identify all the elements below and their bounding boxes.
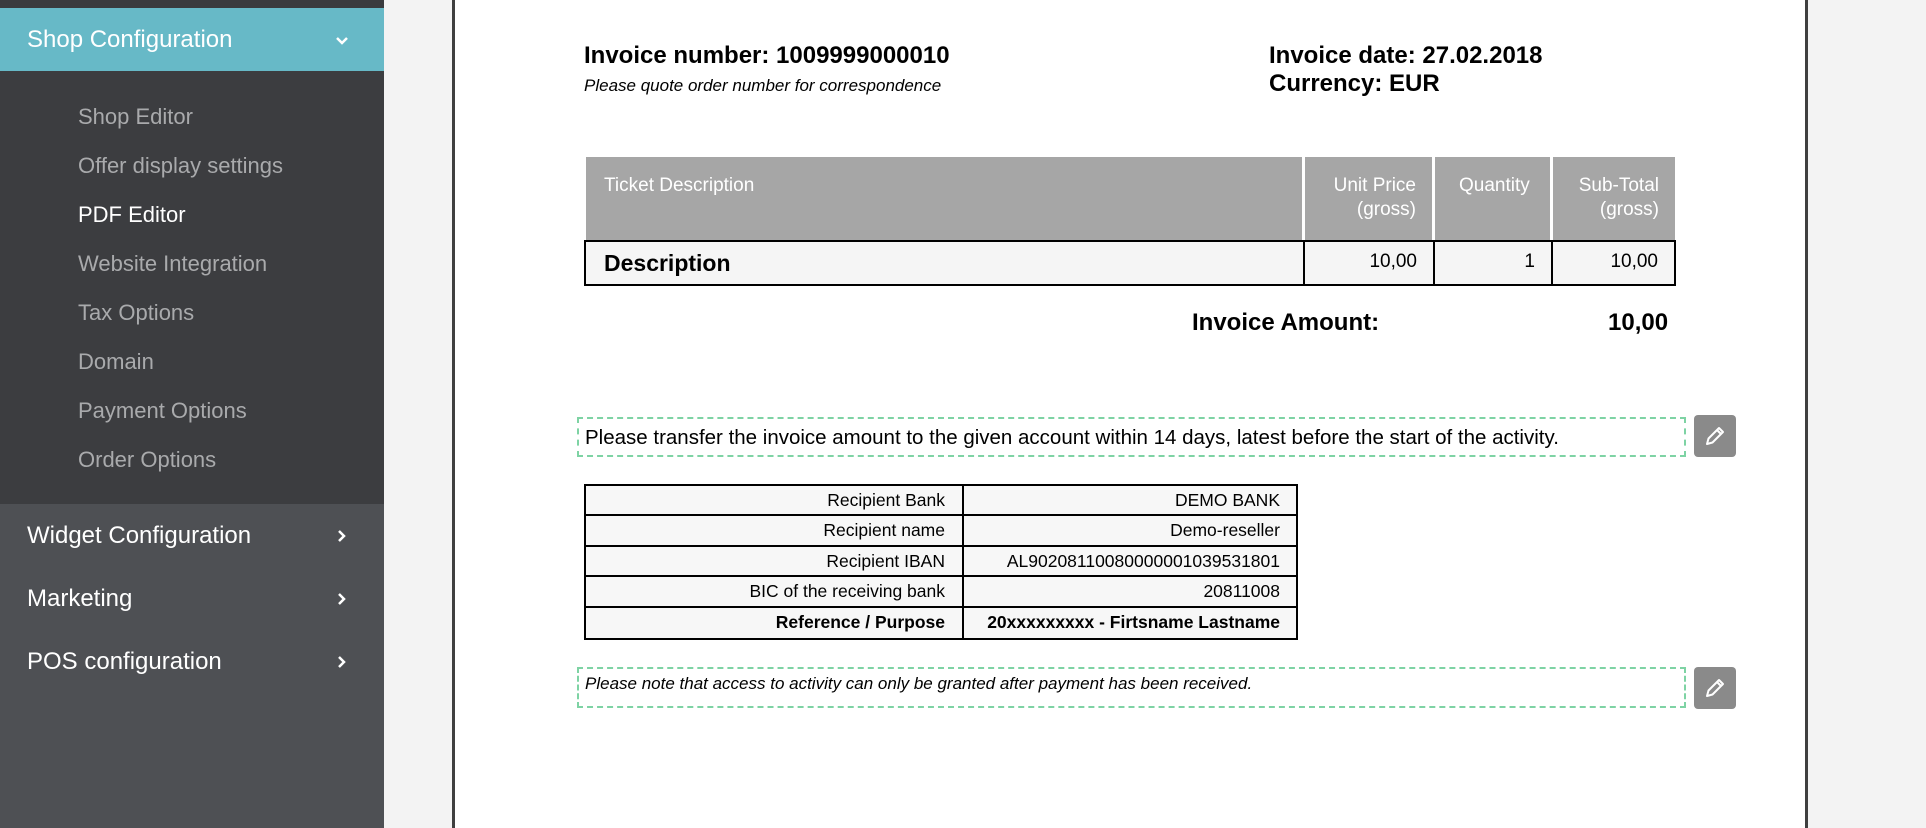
bank-label: Recipient name — [823, 520, 945, 541]
invoice-number-note: Please quote order number for correspondence — [584, 76, 942, 95]
pencil-icon — [1703, 676, 1727, 700]
bank-value: AL90208110080000001039531801 — [1006, 550, 1280, 571]
quantity-cell — [1433, 242, 1551, 284]
chevron-right-icon — [335, 590, 349, 608]
header-label: Quantity — [1459, 175, 1530, 196]
column-header-subtotal — [1553, 157, 1675, 240]
sidebar-top-bar — [0, 0, 384, 8]
bank-label: BIC of the receiving bank — [749, 581, 945, 602]
sidebar-item-order-options[interactable]: Order Options — [78, 447, 217, 472]
invoice-currency: Currency: EUR — [1269, 70, 1440, 97]
bank-value: 20xxxxxxxxx - Firtsname Lastname — [987, 611, 1280, 632]
bank-details-table — [584, 484, 1298, 640]
item-subtotal: 10,00 — [1610, 251, 1658, 272]
sidebar-item-website-integration[interactable]: Website Integration — [78, 251, 268, 276]
column-header-unit-price — [1305, 157, 1432, 240]
bank-value: 20811008 — [1203, 581, 1280, 602]
sidebar-item-pdf-editor[interactable]: PDF Editor — [78, 202, 186, 227]
sidebar-section-label: Widget Configuration — [27, 522, 252, 549]
table-row — [586, 516, 1296, 546]
table-row — [586, 547, 1296, 577]
column-header-quantity — [1435, 157, 1550, 240]
invoice-amount-value: 10,00 — [1608, 309, 1669, 336]
sidebar-item-shop-editor[interactable]: Shop Editor — [78, 104, 193, 129]
table-row — [584, 240, 1676, 286]
sidebar — [0, 0, 384, 828]
chevron-down-icon — [331, 34, 353, 48]
pencil-icon — [1703, 424, 1727, 448]
column-header-description — [586, 157, 1302, 240]
access-note-block[interactable] — [577, 667, 1686, 708]
invoice-date: Invoice date: 27.02.2018 — [1269, 42, 1543, 69]
sidebar-item-tax-options[interactable]: Tax Options — [78, 300, 195, 325]
sidebar-section-shop-configuration[interactable] — [0, 8, 384, 71]
bank-label: Recipient IBAN — [826, 550, 945, 571]
header-label: (gross) — [1599, 199, 1659, 220]
table-row — [586, 486, 1296, 516]
chevron-right-icon — [335, 653, 349, 671]
bank-label: Reference / Purpose — [775, 611, 945, 632]
payment-instruction-text: Please transfer the invoice amount to the given account within 14 days, latest before the start of the activity. — [585, 426, 1559, 449]
sidebar-item-domain[interactable]: Domain — [78, 349, 154, 374]
access-note-text: Please note that access to activity can only be granted after payment has been received. — [585, 674, 1253, 693]
invoice-amount-label: Invoice Amount: — [1192, 309, 1380, 336]
chevron-right-icon — [335, 527, 349, 545]
invoice-number: Invoice number: 1009999000010 — [584, 42, 950, 69]
bank-value: Demo-reseller — [1170, 520, 1280, 541]
bank-label: Recipient Bank — [827, 490, 945, 510]
header-label: Unit Price — [1333, 175, 1416, 196]
sidebar-submenu — [0, 71, 384, 504]
sidebar-item-payment-options[interactable]: Payment Options — [78, 398, 247, 423]
edit-payment-text-button[interactable] — [1694, 415, 1736, 457]
sidebar-section-label: Shop Configuration — [27, 26, 233, 53]
header-label: Ticket Description — [604, 175, 755, 196]
sidebar-section-label: Marketing — [27, 585, 133, 612]
subtotal-cell — [1551, 242, 1674, 284]
payment-text-block[interactable] — [577, 417, 1686, 457]
item-quantity: 1 — [1524, 251, 1535, 272]
header-label: (gross) — [1356, 199, 1416, 220]
sidebar-item-offer-display-settings[interactable]: Offer display settings — [78, 153, 284, 178]
unit-price-cell — [1303, 242, 1433, 284]
item-description: Description — [604, 250, 731, 276]
item-unit-price: 10,00 — [1369, 251, 1417, 272]
table-row — [586, 608, 1296, 638]
header-label: Sub-Total — [1578, 175, 1659, 196]
edit-access-note-button[interactable] — [1694, 667, 1736, 709]
table-row — [586, 577, 1296, 607]
sidebar-section-label: POS configuration — [27, 648, 222, 675]
bank-value: DEMO BANK — [1174, 490, 1280, 510]
